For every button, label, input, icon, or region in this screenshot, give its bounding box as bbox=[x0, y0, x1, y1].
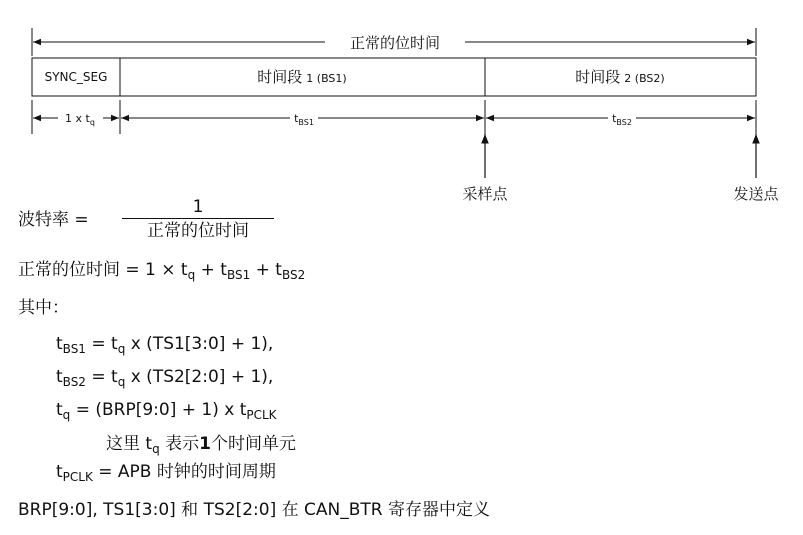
bs2-segment-label: 时间段 2 (BS2) bbox=[575, 68, 665, 86]
register-definition: BRP[9:0], TS1[3:0] 和 TS2[2:0] 在 CAN_BTR 寄存器中定义 bbox=[18, 500, 490, 520]
tq-note: 这里 $t_q$ 表示1个时间单元 bbox=[106, 434, 296, 456]
baud-numerator: 1 bbox=[192, 197, 204, 217]
where-label: 其中： bbox=[18, 298, 69, 318]
tbs2-formula: $t_{BS2} = t_q$ x (TS2[2:0] + 1), bbox=[56, 367, 274, 389]
transmit-point-label: 发送点 bbox=[733, 185, 779, 203]
bs1-segment-label: 时间段 1 (BS1) bbox=[257, 68, 347, 86]
sample-point-label: 采样点 bbox=[462, 185, 508, 203]
tbs1-formula: $t_{BS1} = t_q$ x (TS1[3:0] + 1), bbox=[56, 334, 274, 356]
bit-timing-diagram bbox=[0, 0, 803, 210]
tq-formula: $t_q$ = (BRP[9:0] + 1) x $t_{PCLK}$ bbox=[56, 400, 277, 422]
bit-time-formula: 正常的位时间 = $1 \times t_q + t_{BS1} + t_{BS2}$ bbox=[18, 260, 306, 282]
sync-seg-label: SYNC_SEG bbox=[44, 70, 108, 84]
baud-rate-fraction bbox=[122, 196, 274, 241]
baud-rate-lhs: 波特率 = bbox=[18, 210, 89, 230]
tpclk-formula: $t_{PCLK}$ = APB 时钟的时间周期 bbox=[56, 462, 276, 484]
bs2-duration-label: $t_{BS2}$ bbox=[612, 112, 632, 127]
top-label: 正常的位时间 bbox=[349, 34, 441, 52]
baud-denominator: 正常的位时间 bbox=[147, 221, 249, 241]
bs1-duration-label: $t_{BS1}$ bbox=[294, 112, 314, 127]
sync-duration-label: 1 x $t_q$ bbox=[65, 112, 95, 127]
